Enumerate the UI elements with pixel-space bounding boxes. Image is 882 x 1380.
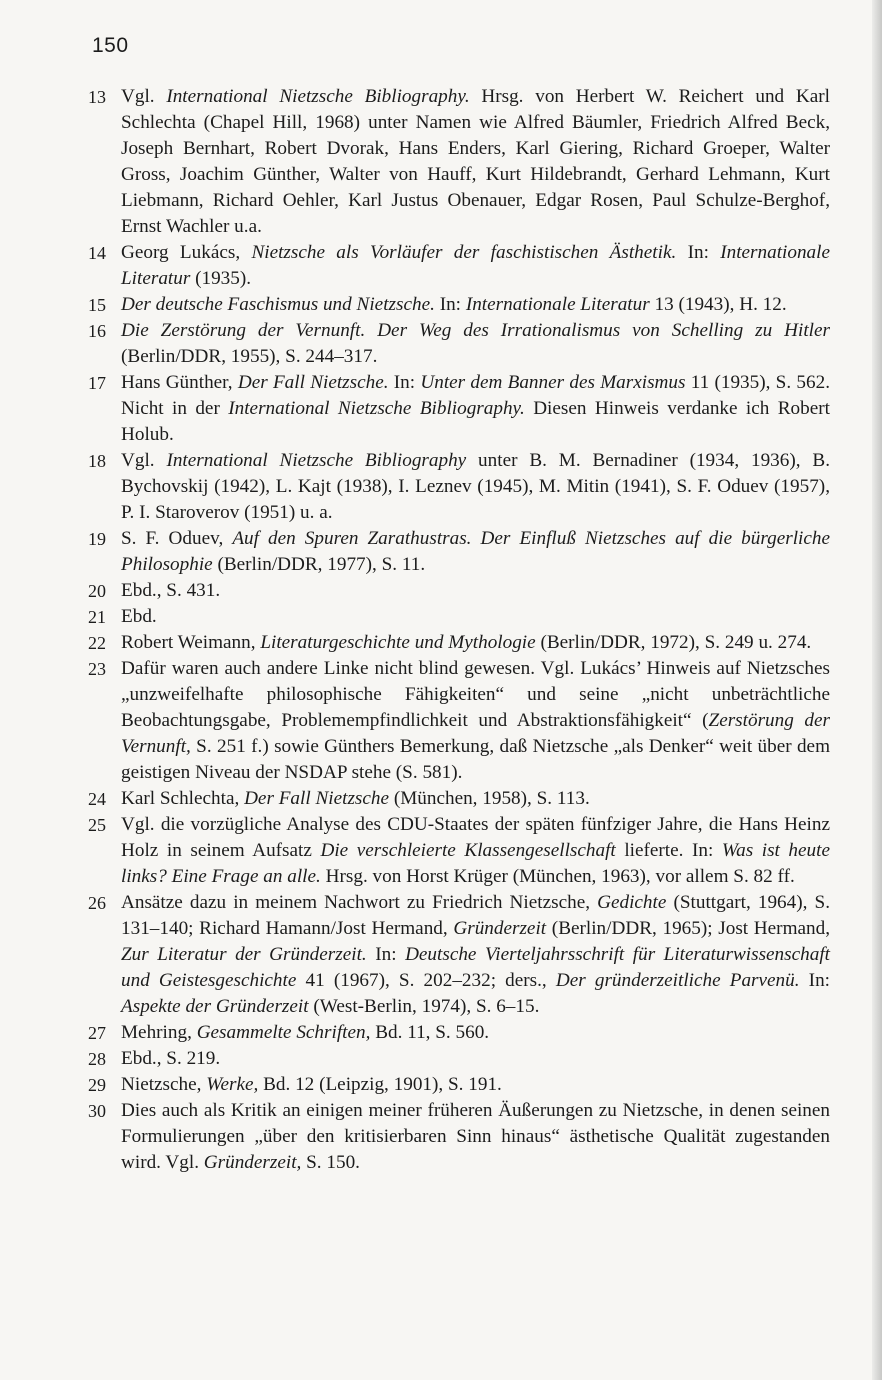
footnote-text [121,84,830,240]
footnote-text-segment: 11 (1935), S. 562. Nicht in der [121,372,830,419]
footnote-text-segment: Hrsg. von Herbert W. Reichert und Karl Schlechta (Chapel Hill, 1968) unter Namen wie Alfred Bäumler, Friedrich Alfred Beck, Joseph Bernhart, Robert Dvorak, Hans Enders, Karl Giering, Richard Groeper, Walter Gross, Joachim Günther, Walter von Hauff, Kurt Hildebrandt, Gerhard Lehmann, Kurt Liebmann, Richard Oehler, Karl Justus Obenauer, Edgar Rosen, Paul Schulze-Berghof, Ernst Wachler u.a. [121,86,830,237]
footnote-text-segment: 41 (1967), S. 202–232; ders., [296,970,556,991]
footnote-text [121,292,830,318]
footnote [88,1020,830,1046]
footnote-text-segment: (Berlin/DDR, 1965); Jost Hermand, [546,918,830,939]
footnote-text-segment: (München, 1958), S. 113. [389,788,590,809]
footnote-number: 19 [88,529,106,549]
footnote-number: 28 [88,1049,106,1069]
footnote-text-segment: lieferte. In: [615,840,722,861]
footnote-text-segment: Hrsg. von Horst Krüger (München, 1963), vor allem S. 82 ff. [320,866,795,887]
footnote [88,786,830,812]
footnote-text-segment: Dies auch als Kritik an einigen meiner früheren Äußerungen zu Nietzsche, in denen seinen Formulierungen „über den kritisierbaren Sinn hinaus“ ästhetische Qualität zugestanden wird. Vgl. [121,1100,830,1173]
footnote-text-segment: Vgl. die vorzügliche Analyse des CDU-Staates der späten fünfziger Jahre, die Hans Heinz Holz in seinem Aufsatz [121,814,830,861]
footnote-text [121,630,830,656]
footnote-text-segment: Diesen Hinweis verdanke ich Robert Holub. [121,398,830,445]
footnote-text-segment: (1935). [190,268,252,289]
footnote-title-italic: Zur Literatur der Gründerzeit. [121,944,367,965]
footnote-number: 30 [88,1101,106,1121]
footnote-text [121,526,830,578]
footnote-text-segment: Ebd. [121,606,157,627]
footnote-text-segment: In: [799,970,830,991]
footnote-text [121,318,830,370]
footnote-text-segment: Bd. 12 (Leipzig, 1901), S. 191. [258,1074,502,1095]
footnote-number: 21 [88,607,106,627]
footnote-text-segment: Hans Günther, [121,372,238,393]
footnote-text [121,1020,830,1046]
footnote-title-italic: Die verschleierte Klassengesellschaft [320,840,616,861]
footnote [88,656,830,786]
footnote [88,448,830,526]
footnote-number: 22 [88,633,106,653]
footnote-text-segment: In: [366,944,406,965]
footnote-title-italic: Unter dem Banner des Marxismus [420,372,686,393]
footnote-title-italic: International Nietzsche Bibliography. [228,398,525,419]
footnote-text-segment: (Berlin/DDR, 1955), S. 244–317. [121,346,378,367]
footnote [88,1072,830,1098]
footnote-text-segment: unter B. M. Bernadiner (1934, 1936), B. Bychovskij (1942), L. Kajt (1938), I. Leznev (1945), M. Mitin (1941), S. F. Oduev (1957), P. I. Staroverov (1951) u. a. [121,450,830,523]
footnote [88,292,830,318]
footnote [88,1098,830,1176]
footnote-text-segment: S. 150. [301,1152,360,1173]
footnote-text-segment: Bd. 11, S. 560. [370,1022,490,1043]
footnote [88,890,830,1020]
footnote-number: 26 [88,893,106,913]
footnote-text [121,604,830,630]
footnote-title-italic: Der deutsche Faschismus und Nietzsche. [121,294,435,315]
footnote-text-segment: (West-Berlin, 1974), S. 6–15. [308,996,540,1017]
footnote-text-segment: Nietzsche, [121,1074,207,1095]
footnote-text-segment: In: [434,294,466,315]
footnote-text-segment: (Berlin/DDR, 1972), S. 249 u. 274. [535,632,812,653]
footnote-text-segment: 13 (1943), H. 12. [649,294,787,315]
footnote-title-italic: Gesammelte Schriften, [196,1022,371,1043]
footnote-text-segment: S. 251 f.) sowie Günthers Bemerkung, daß Nietzsche „als Denker“ weit über dem geistigen Niveau der NSDAP stehe (S. 581). [121,736,830,783]
footnote-number: 24 [88,789,106,809]
footnote-text [121,370,830,448]
footnote-number: 20 [88,581,106,601]
footnote-text-segment: Karl Schlechta, [121,788,245,809]
footnote [88,526,830,578]
footnote-text [121,812,830,890]
footnote-text-segment: In: [388,372,421,393]
footnote-title-italic: International Nietzsche Bibliography [166,450,467,471]
footnote-title-italic: Gründerzeit, [203,1152,302,1173]
footnote-title-italic: Deutsche Vierteljahrsschrift für Literaturwissenschaft und Geistesgeschichte [121,944,830,991]
footnotes-list [88,84,830,1176]
footnote-text [121,1072,830,1098]
footnote-number: 27 [88,1023,106,1043]
footnote-text-segment: Georg Lukács, [121,242,252,263]
footnote-title-italic: Internationale Literatur [465,294,650,315]
footnote-title-italic: Auf den Spuren Zarathustras. Der Einfluß Nietzsches auf die bürgerliche Philosophie [121,528,830,575]
footnote-text [121,890,830,1020]
footnote-text-segment: Ebd., S. 219. [121,1048,221,1069]
footnote-text-segment: Robert Weimann, [121,632,261,653]
footnote-title-italic: Zerstörung der Vernunft, [121,710,831,757]
footnote-title-italic: Nietzsche als Vorläufer der faschistischen Ästhetik. [251,242,677,263]
footnote-title-italic: Werke, [206,1074,259,1095]
footnote [88,370,830,448]
footnote-text [121,1098,830,1176]
footnote-number: 13 [88,87,106,107]
footnote-text-segment: (Stuttgart, 1964), S. 131–140; Richard Hamann/Jost Hermand, [121,892,830,939]
footnote-number: 29 [88,1075,106,1095]
footnote-number: 25 [88,815,106,835]
footnote-text-segment: In: [676,242,721,263]
footnote-text [121,448,830,526]
footnote-text [121,656,830,786]
footnote-number: 15 [88,295,106,315]
footnote-text-segment: Ebd., S. 431. [121,580,221,601]
footnote-number: 14 [88,243,106,263]
footnote-title-italic: International Nietzsche Bibliography. [166,86,470,107]
footnote-text-segment: Mehring, [121,1022,197,1043]
footnote-title-italic: Aspekte der Gründerzeit [121,996,309,1017]
page-number: 150 [92,34,129,57]
footnote [88,1046,830,1072]
footnote-title-italic: Der Fall Nietzsche [244,788,390,809]
footnote [88,84,830,240]
footnote-number: 16 [88,321,106,341]
footnote [88,240,830,292]
footnote-text-segment: (Berlin/DDR, 1977), S. 11. [212,554,426,575]
footnote [88,812,830,890]
footnote-title-italic: Was ist heute links? Eine Frage an alle. [121,840,830,887]
page-edge-shadow [872,0,882,1380]
footnote-text [121,578,830,604]
footnote-title-italic: Der gründerzeitliche Parvenü. [555,970,800,991]
footnote-number: 23 [88,659,106,679]
footnote-text-segment: Dafür waren auch andere Linke nicht blind gewesen. Vgl. Lukács’ Hinweis auf Nietzsches „unzweifelhafte philosophische Fähigkeiten“ und seine „nicht unbeträchtliche Beobachtungsgabe, Problemempfindlichkeit und Abstraktionsfähigkeit“ ( [121,658,830,731]
footnote [88,630,830,656]
footnote [88,604,830,630]
footnote-title-italic: Gedichte [597,892,667,913]
footnote-text-segment: S. F. Oduev, [121,528,233,549]
footnote-text [121,786,830,812]
footnote-text [121,240,830,292]
footnote [88,318,830,370]
footnote-text [121,1046,830,1072]
footnote-title-italic: Internationale Literatur [121,242,830,289]
footnote [88,578,830,604]
footnote-title-italic: Die Zerstörung der Vernunft. Der Weg des Irrationalismus von Schelling zu Hitler [121,320,830,341]
footnote-text-segment: Ansätze dazu in meinem Nachwort zu Friedrich Nietzsche, [121,892,598,913]
footnote-number: 17 [88,373,106,393]
footnote-text-segment: Vgl. [121,86,167,107]
footnote-title-italic: Gründerzeit [453,918,547,939]
footnote-title-italic: Literaturgeschichte und Mythologie [260,632,536,653]
footnote-number: 18 [88,451,106,471]
footnote-title-italic: Der Fall Nietzsche. [237,372,389,393]
footnote-text-segment: Vgl. [121,450,167,471]
